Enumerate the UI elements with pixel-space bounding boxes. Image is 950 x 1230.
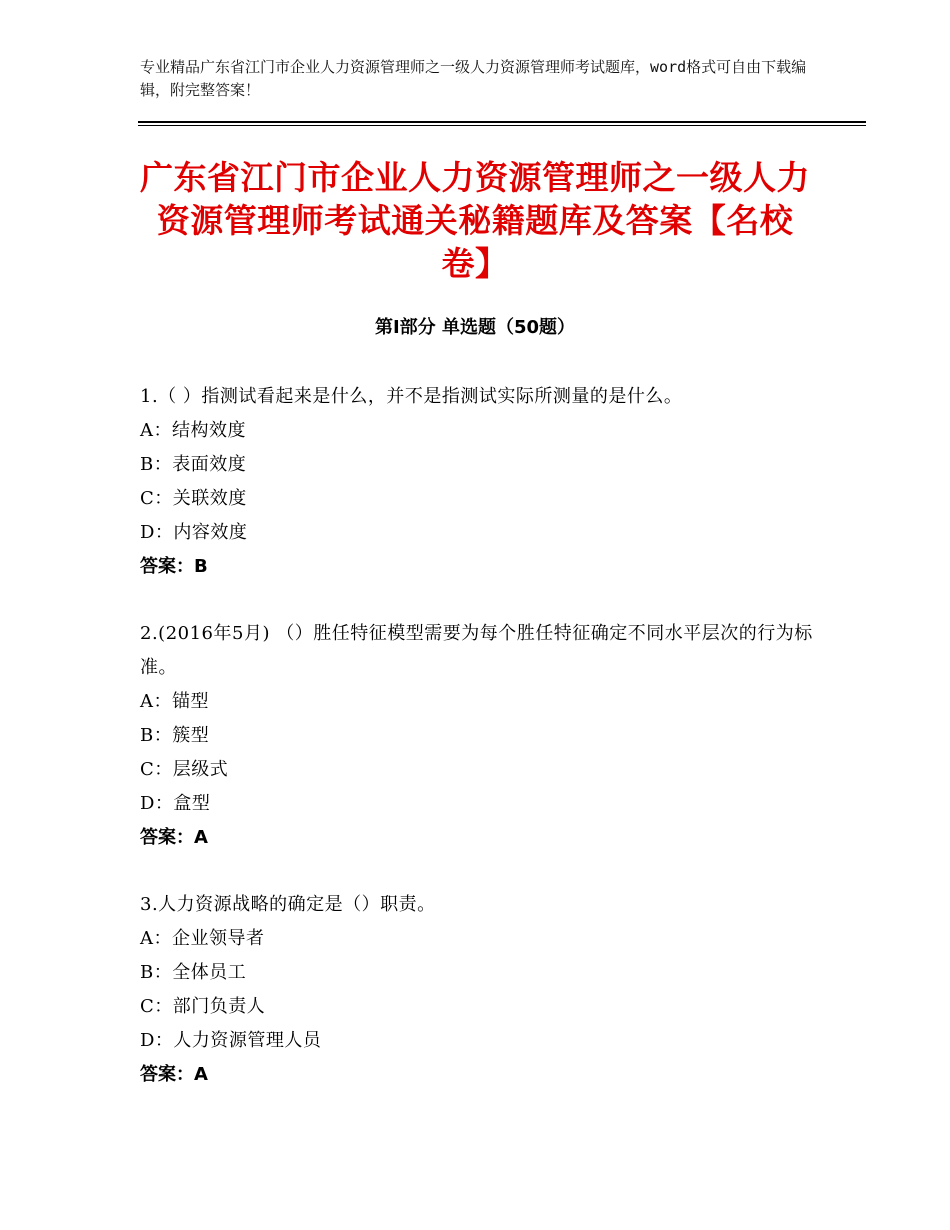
option-a: A：企业领导者	[140, 928, 265, 949]
option-b: B：全体员工	[140, 962, 247, 983]
question-2	[140, 617, 820, 855]
answer-line: 答案：A	[140, 827, 208, 848]
question-1	[140, 380, 820, 584]
option-c: C：关联效度	[140, 488, 247, 509]
answer-line: 答案：A	[140, 1064, 208, 1085]
option-b: B：簇型	[140, 725, 210, 746]
option-b: B：表面效度	[140, 454, 247, 475]
header-divider-thin	[138, 125, 866, 126]
option-a: A：锚型	[140, 691, 209, 712]
question-list	[140, 380, 820, 1125]
document-title: 广东省江门市企业人力资源管理师之一级人力资源管理师考试通关秘籍题库及答案【名校卷】	[140, 158, 810, 283]
question-stem: 3.人力资源战略的确定是（）职责。	[140, 894, 436, 915]
option-c: C：层级式	[140, 759, 229, 780]
question-3	[140, 888, 820, 1092]
header-divider-thick	[138, 121, 866, 123]
page-header-note: 专业精品广东省江门市企业人力资源管理师之一级人力资源管理师考试题库，word格式可自由下载编辑，附完整答案！	[140, 58, 807, 99]
option-d: D：内容效度	[140, 522, 248, 543]
option-a: A：结构效度	[140, 420, 246, 441]
option-d: D：盒型	[140, 793, 211, 814]
option-c: C：部门负责人	[140, 996, 266, 1017]
answer-line: 答案：B	[140, 556, 208, 577]
question-stem: 1.（ ）指测试看起来是什么，并不是指测试实际所测量的是什么。	[140, 386, 683, 407]
question-stem: 2.(2016年5月) （）胜任特征模型需要为每个胜任特征确定不同水平层次的行为标准。	[140, 623, 813, 678]
option-d: D：人力资源管理人员	[140, 1030, 322, 1051]
section-heading: 第Ⅰ部分 单选题（50题）	[374, 317, 575, 338]
